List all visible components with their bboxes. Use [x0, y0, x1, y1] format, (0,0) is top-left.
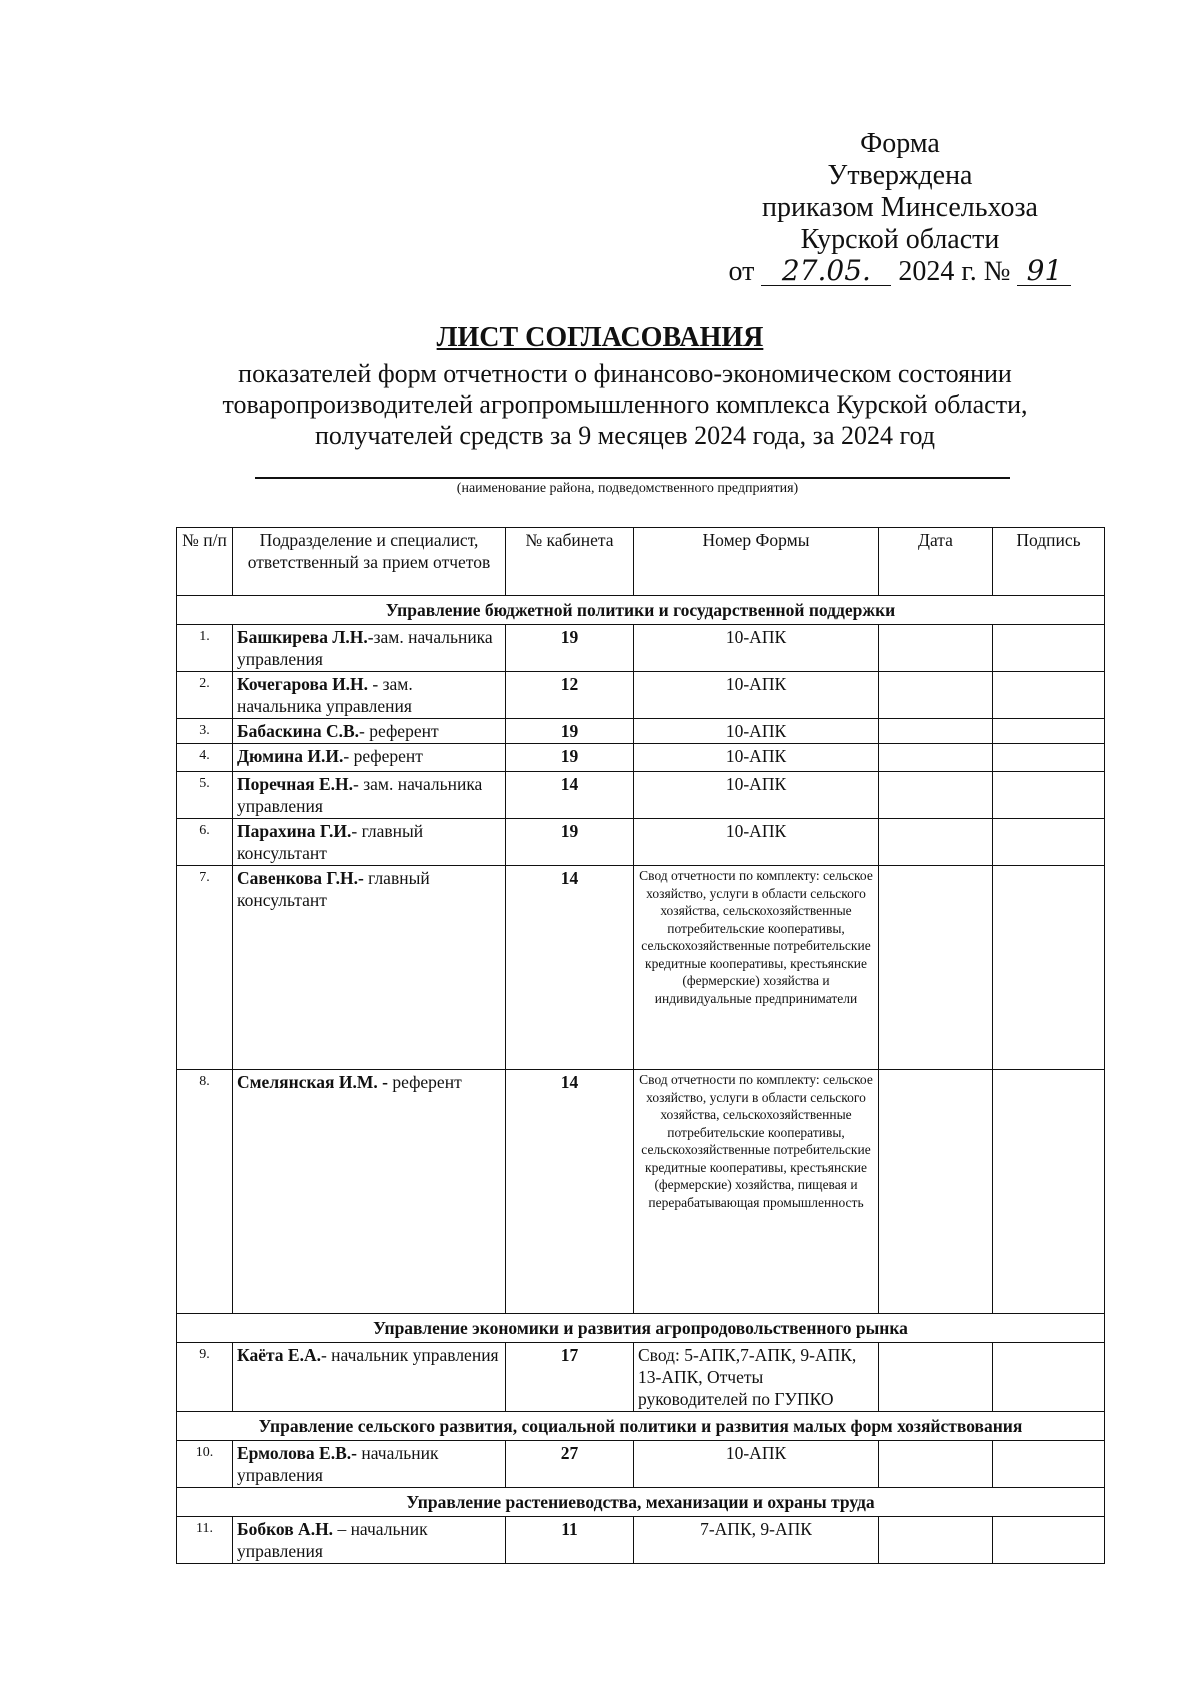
row-office: 19 [506, 719, 634, 744]
section-title: Управление растениеводства, механизации и охраны труда [177, 1488, 1105, 1517]
person-role: - зам. начальника управления [237, 774, 483, 816]
row-number: 7. [177, 866, 233, 1070]
fill-in-caption: (наименование района, подведомственного предприятия) [456, 481, 799, 496]
row-form: 10-АПК [634, 819, 879, 866]
person-name: Парахина Г.И. [237, 821, 352, 841]
table-row [177, 744, 1105, 772]
row-form: 10-АПК [634, 1441, 879, 1488]
row-signature-cell [993, 819, 1105, 866]
approval-stamp [720, 128, 1080, 288]
table-row [177, 772, 1105, 819]
table-row [177, 625, 1105, 672]
handwritten-number: 91 [1017, 257, 1071, 286]
table-row [177, 672, 1105, 719]
row-signature-cell [993, 1441, 1105, 1488]
header-date: Дата [879, 528, 993, 596]
person-name: Ермолова Е.В.- [237, 1443, 357, 1463]
row-date-cell [879, 744, 993, 772]
row-person [233, 1517, 506, 1564]
row-signature-cell [993, 866, 1105, 1070]
row-person [233, 866, 506, 1070]
row-office: 19 [506, 625, 634, 672]
row-form: 10-АПК [634, 744, 879, 772]
row-office: 11 [506, 1517, 634, 1564]
row-form: Свод: 5-АПК,7-АПК, 9-АПК, 13-АПК, Отчеты руководителей по ГУПКО [634, 1343, 879, 1412]
row-signature-cell [993, 1517, 1105, 1564]
person-role: начальник управления [237, 1443, 439, 1485]
person-role: - главный консультант [237, 821, 424, 863]
person-name: Каёта Е.А. [237, 1345, 321, 1365]
row-signature-cell [993, 1070, 1105, 1314]
row-number: 8. [177, 1070, 233, 1314]
row-form: 10-АПК [634, 672, 879, 719]
row-form: 10-АПК [634, 772, 879, 819]
row-signature-cell [993, 772, 1105, 819]
header-signature: Подпись [993, 528, 1105, 596]
person-role: - референт [359, 721, 439, 741]
person-role: -зам. начальника управления [237, 627, 493, 669]
person-name: Кочегарова И.Н. [237, 674, 369, 694]
row-signature-cell [993, 744, 1105, 772]
person-name: Смелянская И.М. - [237, 1072, 388, 1092]
row-person [233, 625, 506, 672]
row-number: 9. [177, 1343, 233, 1412]
person-role: - референт [343, 746, 423, 766]
stamp-year: 2024 г. № [898, 256, 1011, 287]
section-title: Управление экономики и развития агропродовольственного рынка [177, 1314, 1105, 1343]
row-office: 12 [506, 672, 634, 719]
row-office: 19 [506, 819, 634, 866]
row-date-cell [879, 672, 993, 719]
table-row [177, 819, 1105, 866]
table-row [177, 866, 1105, 1070]
header-person: Подразделение и специалист, ответственный за прием отчетов [233, 528, 506, 596]
row-person [233, 1070, 506, 1314]
person-name: Савенкова Г.Н.- [237, 868, 364, 888]
row-number: 2. [177, 672, 233, 719]
row-person [233, 744, 506, 772]
row-person [233, 1441, 506, 1488]
document-subtitle: показателей форм отчетности о финансово-экономическом состоянии товаропроизводителей агропромышленного комплекса Курской области, получателей средств за 9 месяцев 2024 года, за 2024 год [222, 359, 1028, 450]
stamp-line-forma: Форма [860, 128, 940, 159]
row-person [233, 672, 506, 719]
section-title: Управление бюджетной политики и государственной поддержки [177, 596, 1105, 625]
table-header-row [177, 528, 1105, 596]
row-form: 10-АПК [634, 625, 879, 672]
row-date-cell [879, 772, 993, 819]
row-office: 19 [506, 744, 634, 772]
row-number: 3. [177, 719, 233, 744]
row-office: 27 [506, 1441, 634, 1488]
row-office: 14 [506, 866, 634, 1070]
row-number: 6. [177, 819, 233, 866]
stamp-date-prefix: от [728, 256, 755, 287]
row-number: 11. [177, 1517, 233, 1564]
row-date-cell [879, 1343, 993, 1412]
row-number: 5. [177, 772, 233, 819]
section-row [177, 1314, 1105, 1343]
row-date-cell [879, 1441, 993, 1488]
person-role: референт [387, 1072, 462, 1092]
table-row [177, 1343, 1105, 1412]
row-form: 7-АПК, 9-АПК [634, 1517, 879, 1564]
person-role: - начальник управления [320, 1345, 499, 1365]
header-num: № п/п [177, 528, 233, 596]
person-name: Бабаскина С.В. [237, 721, 360, 741]
row-date-cell [879, 719, 993, 744]
row-number: 10. [177, 1441, 233, 1488]
row-person [233, 772, 506, 819]
row-date-cell [879, 1517, 993, 1564]
section-row [177, 1412, 1105, 1441]
section-row [177, 596, 1105, 625]
person-role: - зам. начальника управления [237, 674, 413, 716]
row-form: Свод отчетности по комплекту: сельское хозяйство, услуги в области сельского хозяйства, сельскохозяйственные потребительские кооперативы, сельскохозяйственные потребительские кредитные кооперативы, крестьянские (фермерские) хозяйства и индивидуальные предприниматели [634, 866, 879, 1070]
row-form: 10-АПК [634, 719, 879, 744]
header-form: Номер Формы [634, 528, 879, 596]
fill-in-line [255, 477, 1010, 479]
stamp-line-order: приказом Минсельхоза [762, 192, 1038, 223]
section-title: Управление сельского развития, социальной политики и развития малых форм хозяйствования [177, 1412, 1105, 1441]
row-signature-cell [993, 672, 1105, 719]
person-role: – начальник управления [237, 1519, 428, 1561]
row-date-cell [879, 819, 993, 866]
approval-table [176, 527, 1105, 1564]
row-person [233, 819, 506, 866]
row-date-cell [879, 866, 993, 1070]
row-office: 17 [506, 1343, 634, 1412]
table-row [177, 719, 1105, 744]
section-row [177, 1488, 1105, 1517]
row-number: 1. [177, 625, 233, 672]
row-date-cell [879, 625, 993, 672]
row-signature-cell [993, 1343, 1105, 1412]
row-person [233, 719, 506, 744]
row-number: 4. [177, 744, 233, 772]
table-row [177, 1441, 1105, 1488]
row-person [233, 1343, 506, 1412]
document-title: ЛИСТ СОГЛАСОВАНИЯ [436, 322, 764, 353]
person-name: Дюмина И.И. [237, 746, 344, 766]
row-form: Свод отчетности по комплекту: сельское хозяйство, услуги в области сельского хозяйства, сельскохозяйственные потребительские кооперативы, сельскохозяйственные потребительские кредитные кооперативы, крестьянские (фермерские) хозяйства, пищевая и перерабатывающая промышленность [634, 1070, 879, 1314]
table-row [177, 1070, 1105, 1314]
handwritten-date: 27.05. [761, 257, 891, 286]
row-signature-cell [993, 625, 1105, 672]
row-office: 14 [506, 1070, 634, 1314]
table-row [177, 1517, 1105, 1564]
row-office: 14 [506, 772, 634, 819]
stamp-line-approved: Утверждена [827, 160, 973, 191]
header-office: № кабинета [506, 528, 634, 596]
person-name: Поречная Е.Н. [237, 774, 354, 794]
stamp-line-region: Курской области [800, 224, 1000, 255]
stamp-date-line [720, 256, 1080, 288]
person-role: главный консультант [237, 868, 430, 910]
row-date-cell [879, 1070, 993, 1314]
row-signature-cell [993, 719, 1105, 744]
person-name: Башкирева Л.Н. [237, 627, 368, 647]
person-name: Бобков А.Н. [237, 1519, 334, 1539]
